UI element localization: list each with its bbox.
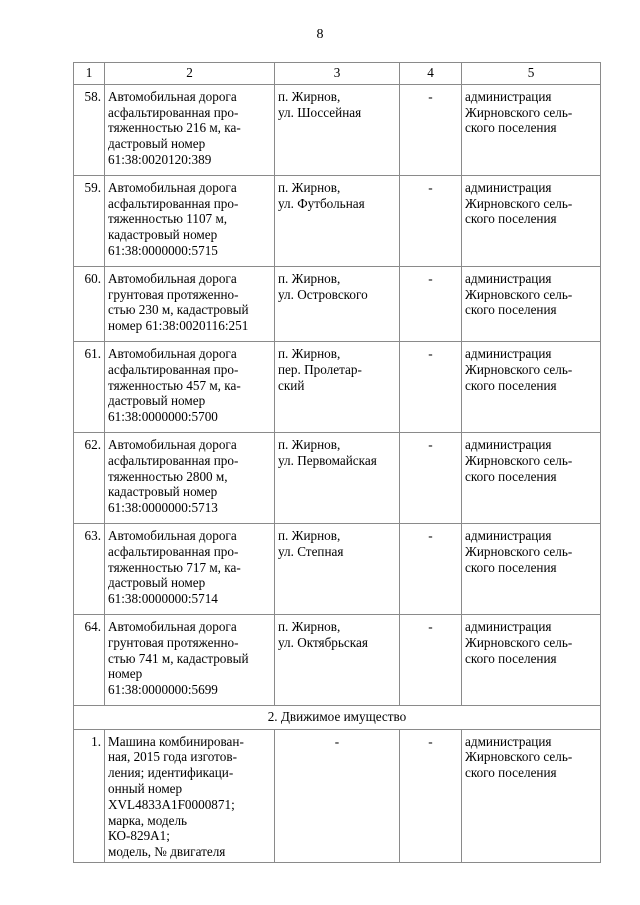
owner: администрация Жирновского сель- ского поселения (462, 84, 601, 175)
object-address: п. Жирнов, ул. Первомайская (275, 432, 400, 523)
row-number: 59. (74, 175, 105, 266)
owner: администрация Жирновского сель- ского поселения (462, 175, 601, 266)
object-description: Автомобильная дорога грунтовая протяженно- стью 230 м, кадастровый номер 61:38:0020116:251 (105, 266, 275, 341)
owner: администрация Жирновского сель- ского поселения (462, 432, 601, 523)
column-4-value: - (400, 729, 462, 862)
owner: администрация Жирновского сель- ского поселения (462, 266, 601, 341)
object-description: Автомобильная дорога асфальтированная про- тяженностью 717 м, ка- дастровый номер 61:38:0000000:5714 (105, 523, 275, 614)
object-description: Автомобильная дорога асфальтированная про- тяженностью 2800 м, кадастровый номер 61:38:0000000:5713 (105, 432, 275, 523)
column-header: 1 (74, 63, 105, 85)
column-4-value: - (400, 341, 462, 432)
table-row (74, 84, 601, 175)
column-4-value: - (400, 432, 462, 523)
object-address: - (275, 729, 400, 862)
table-header-row (74, 63, 601, 85)
row-number: 1. (74, 729, 105, 862)
column-header: 5 (462, 63, 601, 85)
column-4-value: - (400, 523, 462, 614)
owner: администрация Жирновского сель- ского поселения (462, 614, 601, 705)
object-address: п. Жирнов, ул. Футбольная (275, 175, 400, 266)
table-row (74, 729, 601, 862)
table-row (74, 614, 601, 705)
owner: администрация Жирновского сель- ского поселения (462, 341, 601, 432)
object-description: Автомобильная дорога асфальтированная про- тяженностью 216 м, ка- дастровый номер 61:38:0020120:389 (105, 84, 275, 175)
object-address: п. Жирнов, ул. Шоссейная (275, 84, 400, 175)
column-header: 3 (275, 63, 400, 85)
table-row (74, 523, 601, 614)
object-address: п. Жирнов, ул. Октябрьская (275, 614, 400, 705)
object-address: п. Жирнов, пер. Пролетар- ский (275, 341, 400, 432)
column-4-value: - (400, 175, 462, 266)
table-row (74, 432, 601, 523)
owner: администрация Жирновского сель- ского поселения (462, 523, 601, 614)
row-number: 64. (74, 614, 105, 705)
table-row (74, 175, 601, 266)
row-number: 58. (74, 84, 105, 175)
column-4-value: - (400, 614, 462, 705)
table-row (74, 341, 601, 432)
object-description: Автомобильная дорога асфальтированная про- тяженностью 457 м, ка- дастровый номер 61:38:0000000:5700 (105, 341, 275, 432)
column-4-value: - (400, 84, 462, 175)
object-description: Машина комбинирован- ная, 2015 года изготов- ления; идентификаци- онный номер XVL4833A1F0000871; марка, модель КО-829А1; модель, № двигателя (105, 729, 275, 862)
row-number: 63. (74, 523, 105, 614)
page-number: 8 (316, 27, 324, 42)
column-4-value: - (400, 266, 462, 341)
row-number: 61. (74, 341, 105, 432)
object-description: Автомобильная дорога асфальтированная про- тяженностью 1107 м, кадастровый номер 61:38:0000000:5715 (105, 175, 275, 266)
section-title: 2. Движимое имущество (74, 705, 601, 729)
section-row (74, 705, 601, 729)
object-description: Автомобильная дорога грунтовая протяженно- стью 741 м, кадастровый номер 61:38:0000000:5699 (105, 614, 275, 705)
row-number: 62. (74, 432, 105, 523)
object-address: п. Жирнов, ул. Степная (275, 523, 400, 614)
column-header: 2 (105, 63, 275, 85)
row-number: 60. (74, 266, 105, 341)
property-registry-table (73, 62, 601, 863)
table-row (74, 266, 601, 341)
column-header: 4 (400, 63, 462, 85)
owner: администрация Жирновского сель- ского поселения (462, 729, 601, 862)
object-address: п. Жирнов, ул. Островского (275, 266, 400, 341)
